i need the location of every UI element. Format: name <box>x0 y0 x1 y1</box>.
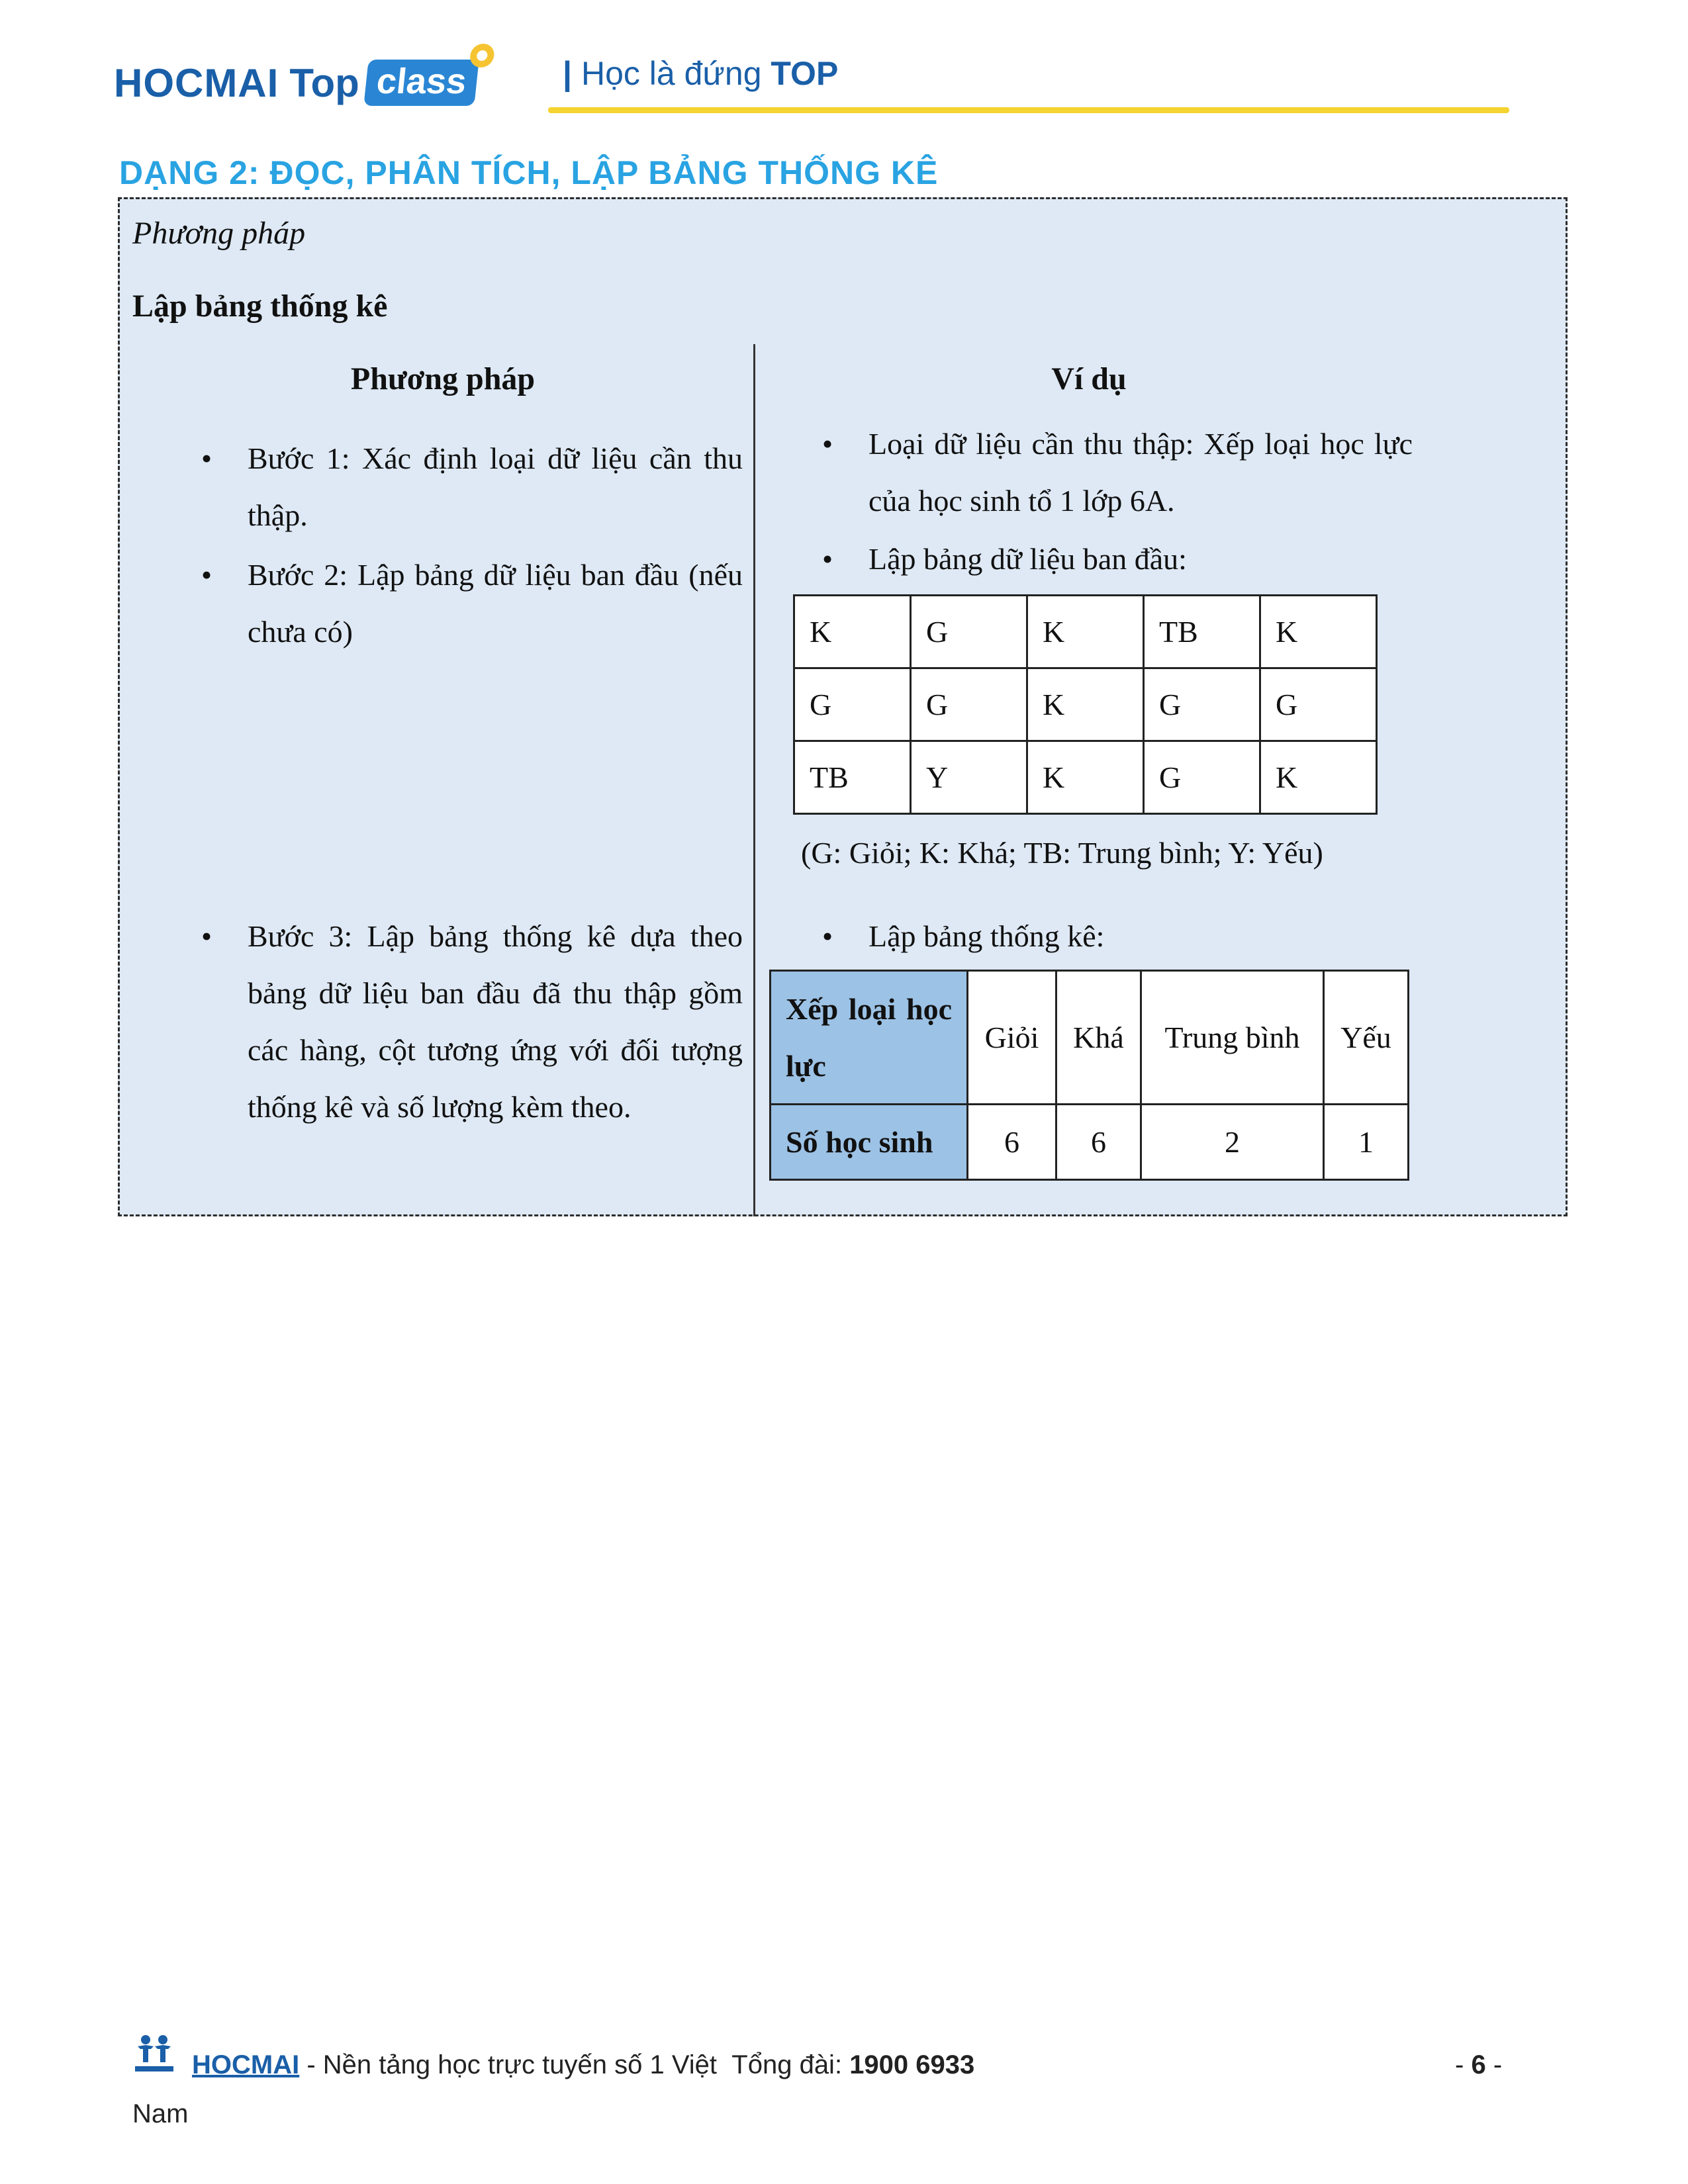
example-raw-table-label-text: Lập bảng dữ liệu ban đầu: <box>868 542 1187 576</box>
count-cell: 6 <box>1056 1105 1141 1180</box>
header-divider <box>548 107 1509 113</box>
step-2-text: Bước 2: Lập bảng dữ liệu ban đầu (nếu chưa có) <box>248 558 743 649</box>
footer-brand-link[interactable]: HOCMAI <box>192 2050 300 2079</box>
table-cell: G <box>794 668 911 741</box>
table-cell: Y <box>911 741 1027 814</box>
row-header-grade: Xếp loại học lực <box>771 971 968 1105</box>
hocmai-topclass-logo <box>114 46 477 106</box>
table-cell: K <box>794 596 911 668</box>
page-number-value: 6 <box>1471 2050 1486 2079</box>
column-divider <box>753 344 755 1216</box>
count-cell: 6 <box>968 1105 1056 1180</box>
raw-data-table <box>793 594 1378 815</box>
example-stat-table-label <box>822 908 1413 965</box>
example-data-type-text: Loại dữ liệu cần thu thập: Xếp loại học lực của học sinh tổ 1 lớp 6A. <box>868 427 1413 518</box>
table-cell: G <box>1260 668 1377 741</box>
tagline-bold: TOP <box>771 55 839 92</box>
bullet-icon: • <box>822 919 833 953</box>
footer-tagline: - Nền tảng học trực tuyến số 1 Việt <box>299 2050 718 2079</box>
table-row <box>794 668 1377 741</box>
example-data-type <box>822 416 1413 529</box>
section-title: DẠNG 2: ĐỌC, PHÂN TÍCH, LẬP BẢNG THỐNG KÊ <box>119 154 939 191</box>
bullet-icon: • <box>201 441 212 475</box>
table-cell: K <box>1027 596 1144 668</box>
table-cell: K <box>1260 741 1377 814</box>
category-cell: Khá <box>1056 971 1141 1105</box>
page-dash-right: - <box>1493 2050 1503 2079</box>
step-3 <box>201 908 743 1136</box>
table-cell: G <box>911 668 1027 741</box>
count-cell: 1 <box>1324 1105 1409 1180</box>
table-cell: G <box>1144 668 1260 741</box>
table-row <box>771 1105 1409 1180</box>
grade-legend: (G: Giỏi; K: Khá; TB: Trung bình; Y: Yếu) <box>801 836 1323 870</box>
footer-hotline-label: Tổng đài: <box>731 2050 843 2079</box>
table-cell: K <box>1027 668 1144 741</box>
table-cell: K <box>1260 596 1377 668</box>
box-subtitle: Lập bảng thống kê <box>132 289 388 324</box>
hocmai-footer-logo-icon <box>131 2032 177 2078</box>
footer-hotline: 1900 6933 <box>849 2050 975 2079</box>
bullet-icon: • <box>201 919 212 953</box>
table-cell: TB <box>1144 596 1260 668</box>
page-dash-left: - <box>1455 2050 1464 2079</box>
logo-top: Top <box>289 61 359 105</box>
category-cell: Giỏi <box>968 971 1056 1105</box>
step-2 <box>201 547 743 660</box>
table-cell: G <box>1144 741 1260 814</box>
step-1-text: Bước 1: Xác định loại dữ liệu cần thu thập. <box>248 441 743 532</box>
bullet-icon: • <box>822 427 833 461</box>
table-cell: K <box>1027 741 1144 814</box>
category-cell: Trung bình <box>1141 971 1324 1105</box>
step-3-text: Bước 3: Lập bảng thống kê dựa theo bảng dữ liệu ban đầu đã thu thập gồm các hàng, cột tương ứng với đối tượng thống kê và số lượng kèm theo. <box>248 919 743 1124</box>
example-raw-table-label <box>822 531 1413 588</box>
tagline-prefix: Học là đứng <box>581 55 762 92</box>
count-cell: 2 <box>1141 1105 1324 1180</box>
logo-class-text: class <box>374 62 469 101</box>
category-cell: Yếu <box>1324 971 1409 1105</box>
table-row <box>794 741 1377 814</box>
footer-text <box>192 2050 974 2080</box>
left-column-heading: Phương pháp <box>350 361 536 396</box>
logo-brand: HOCMAI <box>114 61 279 105</box>
right-column-heading: Ví dụ <box>1051 361 1127 396</box>
page-number <box>1455 2050 1502 2080</box>
bullet-icon: • <box>822 542 833 576</box>
logo-class <box>363 60 479 106</box>
table-cell: G <box>911 596 1027 668</box>
tagline-bar-icon: | <box>563 55 572 92</box>
tagline <box>563 54 838 93</box>
example-stat-table-label-text: Lập bảng thống kê: <box>868 919 1105 953</box>
bullet-icon: • <box>201 558 212 592</box>
method-label: Phương pháp <box>132 216 306 251</box>
table-cell: TB <box>794 741 911 814</box>
table-row <box>794 596 1377 668</box>
statistics-table <box>769 970 1409 1181</box>
row-header-count: Số học sinh <box>771 1105 968 1180</box>
table-row <box>771 971 1409 1105</box>
step-1 <box>201 430 743 544</box>
footer-text-end: Nam <box>132 2099 189 2128</box>
logo-star-icon <box>469 44 495 68</box>
